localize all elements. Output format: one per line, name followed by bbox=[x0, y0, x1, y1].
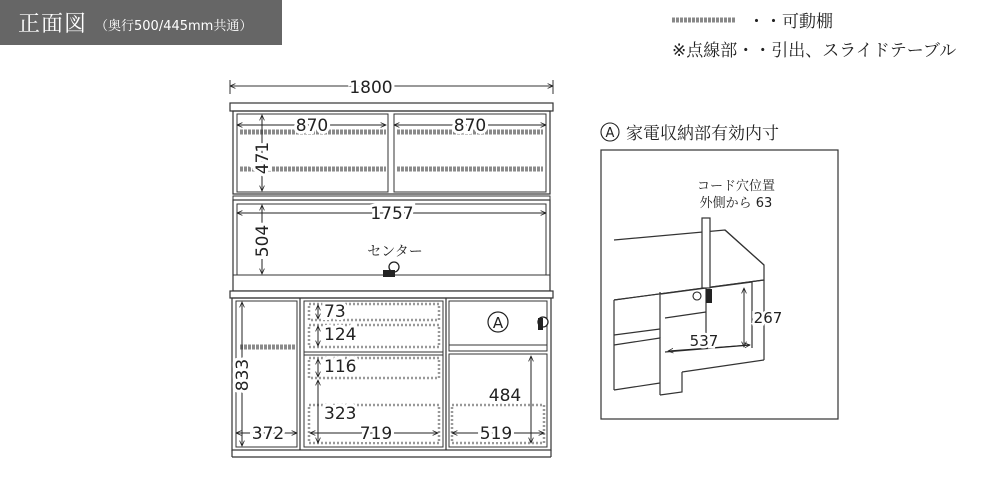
label-upper-right-width: 870 bbox=[453, 116, 487, 136]
label-drawer4-height: 323 bbox=[324, 404, 357, 424]
legend-movable-shelf: ・・可動棚 bbox=[748, 12, 833, 32]
label-upper-height: 471 bbox=[253, 141, 273, 175]
label-center-width: 719 bbox=[359, 424, 393, 444]
label-center: センター bbox=[367, 244, 423, 260]
page-subtitle: （奥行500/445mm共通） bbox=[95, 19, 253, 34]
detail-title-text: 家電収納部有効内寸 bbox=[626, 124, 779, 144]
label-drawer1-height: 73 bbox=[324, 302, 346, 322]
label-middle-height: 504 bbox=[253, 224, 273, 258]
label-lower-height: 833 bbox=[233, 358, 253, 392]
legend-dotted-note: ※点線部・・引出、スライドテーブル bbox=[672, 41, 957, 61]
page-title: 正面図 bbox=[18, 12, 88, 37]
label-total-width: 1800 bbox=[349, 78, 393, 98]
marker-a bbox=[488, 312, 508, 332]
svg-text:A: A bbox=[492, 314, 504, 332]
label-middle-width: 1757 bbox=[370, 204, 414, 224]
label-lower-left-width: 372 bbox=[251, 424, 285, 444]
label-right-width: 519 bbox=[479, 424, 513, 444]
label-right-height: 484 bbox=[488, 386, 522, 406]
counter-top bbox=[230, 291, 553, 298]
detail-title bbox=[601, 123, 779, 144]
detail-cord-label-2: 外側から 63 bbox=[699, 196, 773, 211]
label-drawer3-height: 116 bbox=[324, 357, 357, 377]
detail-marker: A bbox=[605, 126, 615, 141]
upper-cabinet bbox=[233, 111, 550, 194]
top-board bbox=[230, 103, 553, 111]
label-drawer2-height: 124 bbox=[324, 325, 357, 345]
detail-inner-height: 267 bbox=[753, 309, 783, 327]
detail-cord-label-1: コード穴位置 bbox=[696, 179, 776, 194]
label-upper-left-width: 870 bbox=[295, 116, 329, 136]
detail-inner-width: 537 bbox=[689, 332, 719, 350]
